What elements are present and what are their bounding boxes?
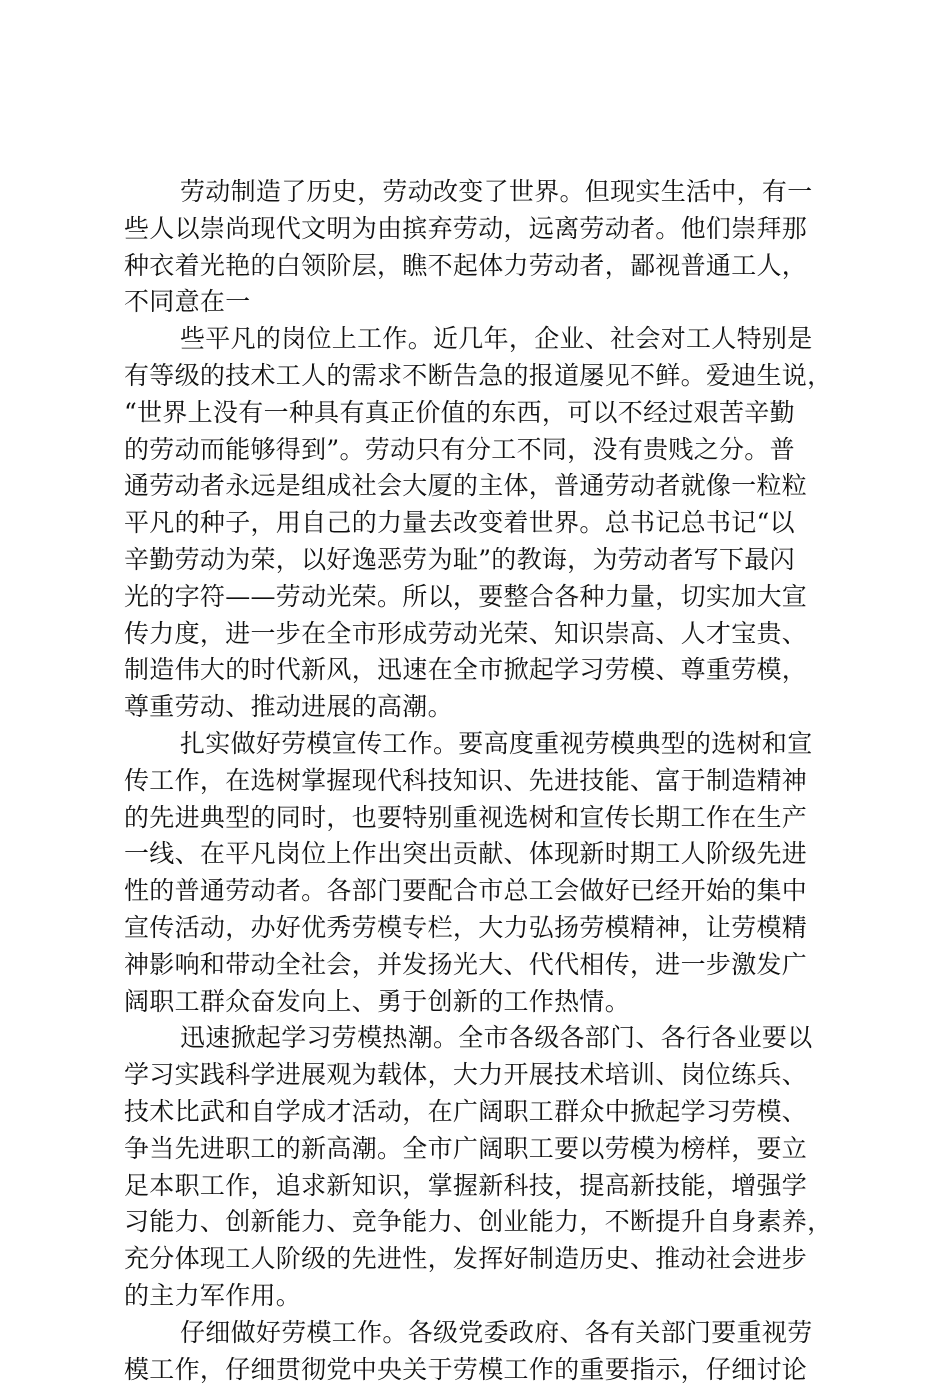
text-line: 的主力军作用。 — [124, 1278, 844, 1315]
text-line: 有等级的技术工人的需求不断告急的报道屡见不鲜。爱迪生说， — [124, 358, 844, 395]
text-line: 制造伟大的时代新风，迅速在全市掀起学习劳模、尊重劳模， — [124, 652, 844, 689]
text-line: 尊重劳动、推动进展的高潮。 — [124, 689, 844, 726]
text-line: 充分体现工人阶级的先进性，发挥好制造历史、推动社会进步 — [124, 1241, 844, 1278]
text-line: 传力度，进一步在全市形成劳动光荣、知识崇高、人才宝贵、 — [124, 616, 844, 653]
paragraph-first-line: 些平凡的岗位上工作。近几年，企业、社会对工人特别是 — [124, 321, 844, 358]
paragraph-first-line: 仔细做好劳模工作。各级党委政府、各有关部门要重视劳 — [124, 1315, 844, 1352]
text-line: 种衣着光艳的白领阶层，瞧不起体力劳动者，鄙视普通工人， — [124, 248, 844, 285]
text-line: 习能力、创新能力、竞争能力、创业能力，不断提升自身素养， — [124, 1204, 844, 1241]
text-line: 宣传活动，办好优秀劳模专栏，大力弘扬劳模精神，让劳模精 — [124, 910, 844, 947]
text-line: 足本职工作，追求新知识，掌握新科技，提高新技能，增强学 — [124, 1168, 844, 1205]
text-line: 神影响和带动全社会，并发扬光大、代代相传，进一步激发广 — [124, 947, 844, 984]
text-line: 一线、在平凡岗位上作出突出贡献、体现新时期工人阶级先进 — [124, 836, 844, 873]
text-line: 争当先进职工的新高潮。全市广阔职工要以劳模为榜样，要立 — [124, 1131, 844, 1168]
paragraph-first-line: 扎实做好劳模宣传工作。要高度重视劳模典型的选树和宣 — [124, 726, 844, 763]
text-line: 的劳动而能够得到”。劳动只有分工不同，没有贵贱之分。普 — [124, 432, 844, 469]
text-line: 阔职工群众奋发向上、勇于创新的工作热情。 — [124, 984, 844, 1021]
text-line: 性的普通劳动者。各部门要配合市总工会做好已经开始的集中 — [124, 873, 844, 910]
text-line: 光的字符——劳动光荣。所以，要整合各种力量，切实加大宣 — [124, 579, 844, 616]
text-line: 传工作，在选树掌握现代科技知识、先进技能、富于制造精神 — [124, 763, 844, 800]
paragraph-first-line: 迅速掀起学习劳模热潮。全市各级各部门、各行各业要以 — [124, 1020, 844, 1057]
paragraph-first-line: 劳动制造了历史，劳动改变了世界。但现实生活中，有一 — [124, 174, 844, 211]
text-line: 辛勤劳动为荣，以好逸恶劳为耻”的教诲，为劳动者写下最闪 — [124, 542, 844, 579]
text-line: “世界上没有一种具有真正价值的东西，可以不经过艰苦辛勤 — [124, 395, 844, 432]
text-line: 不同意在一 — [124, 284, 844, 321]
text-line: 通劳动者永远是组成社会大厦的主体，普通劳动者就像一粒粒 — [124, 468, 844, 505]
text-line: 学习实践科学进展观为载体，大力开展技术培训、岗位练兵、 — [124, 1057, 844, 1094]
text-line: 的先进典型的同时，也要特别重视选树和宣传长期工作在生产 — [124, 800, 844, 837]
text-line: 平凡的种子，用自己的力量去改变着世界。总书记总书记“以 — [124, 505, 844, 542]
text-line: 技术比武和自学成才活动，在广阔职工群众中掀起学习劳模、 — [124, 1094, 844, 1131]
body-text — [124, 174, 844, 1388]
text-line: 模工作，仔细贯彻党中央关于劳模工作的重要指示，仔细讨论 — [124, 1352, 844, 1388]
text-line: 些人以崇尚现代文明为由摈弃劳动，远离劳动者。他们崇拜那 — [124, 211, 844, 248]
